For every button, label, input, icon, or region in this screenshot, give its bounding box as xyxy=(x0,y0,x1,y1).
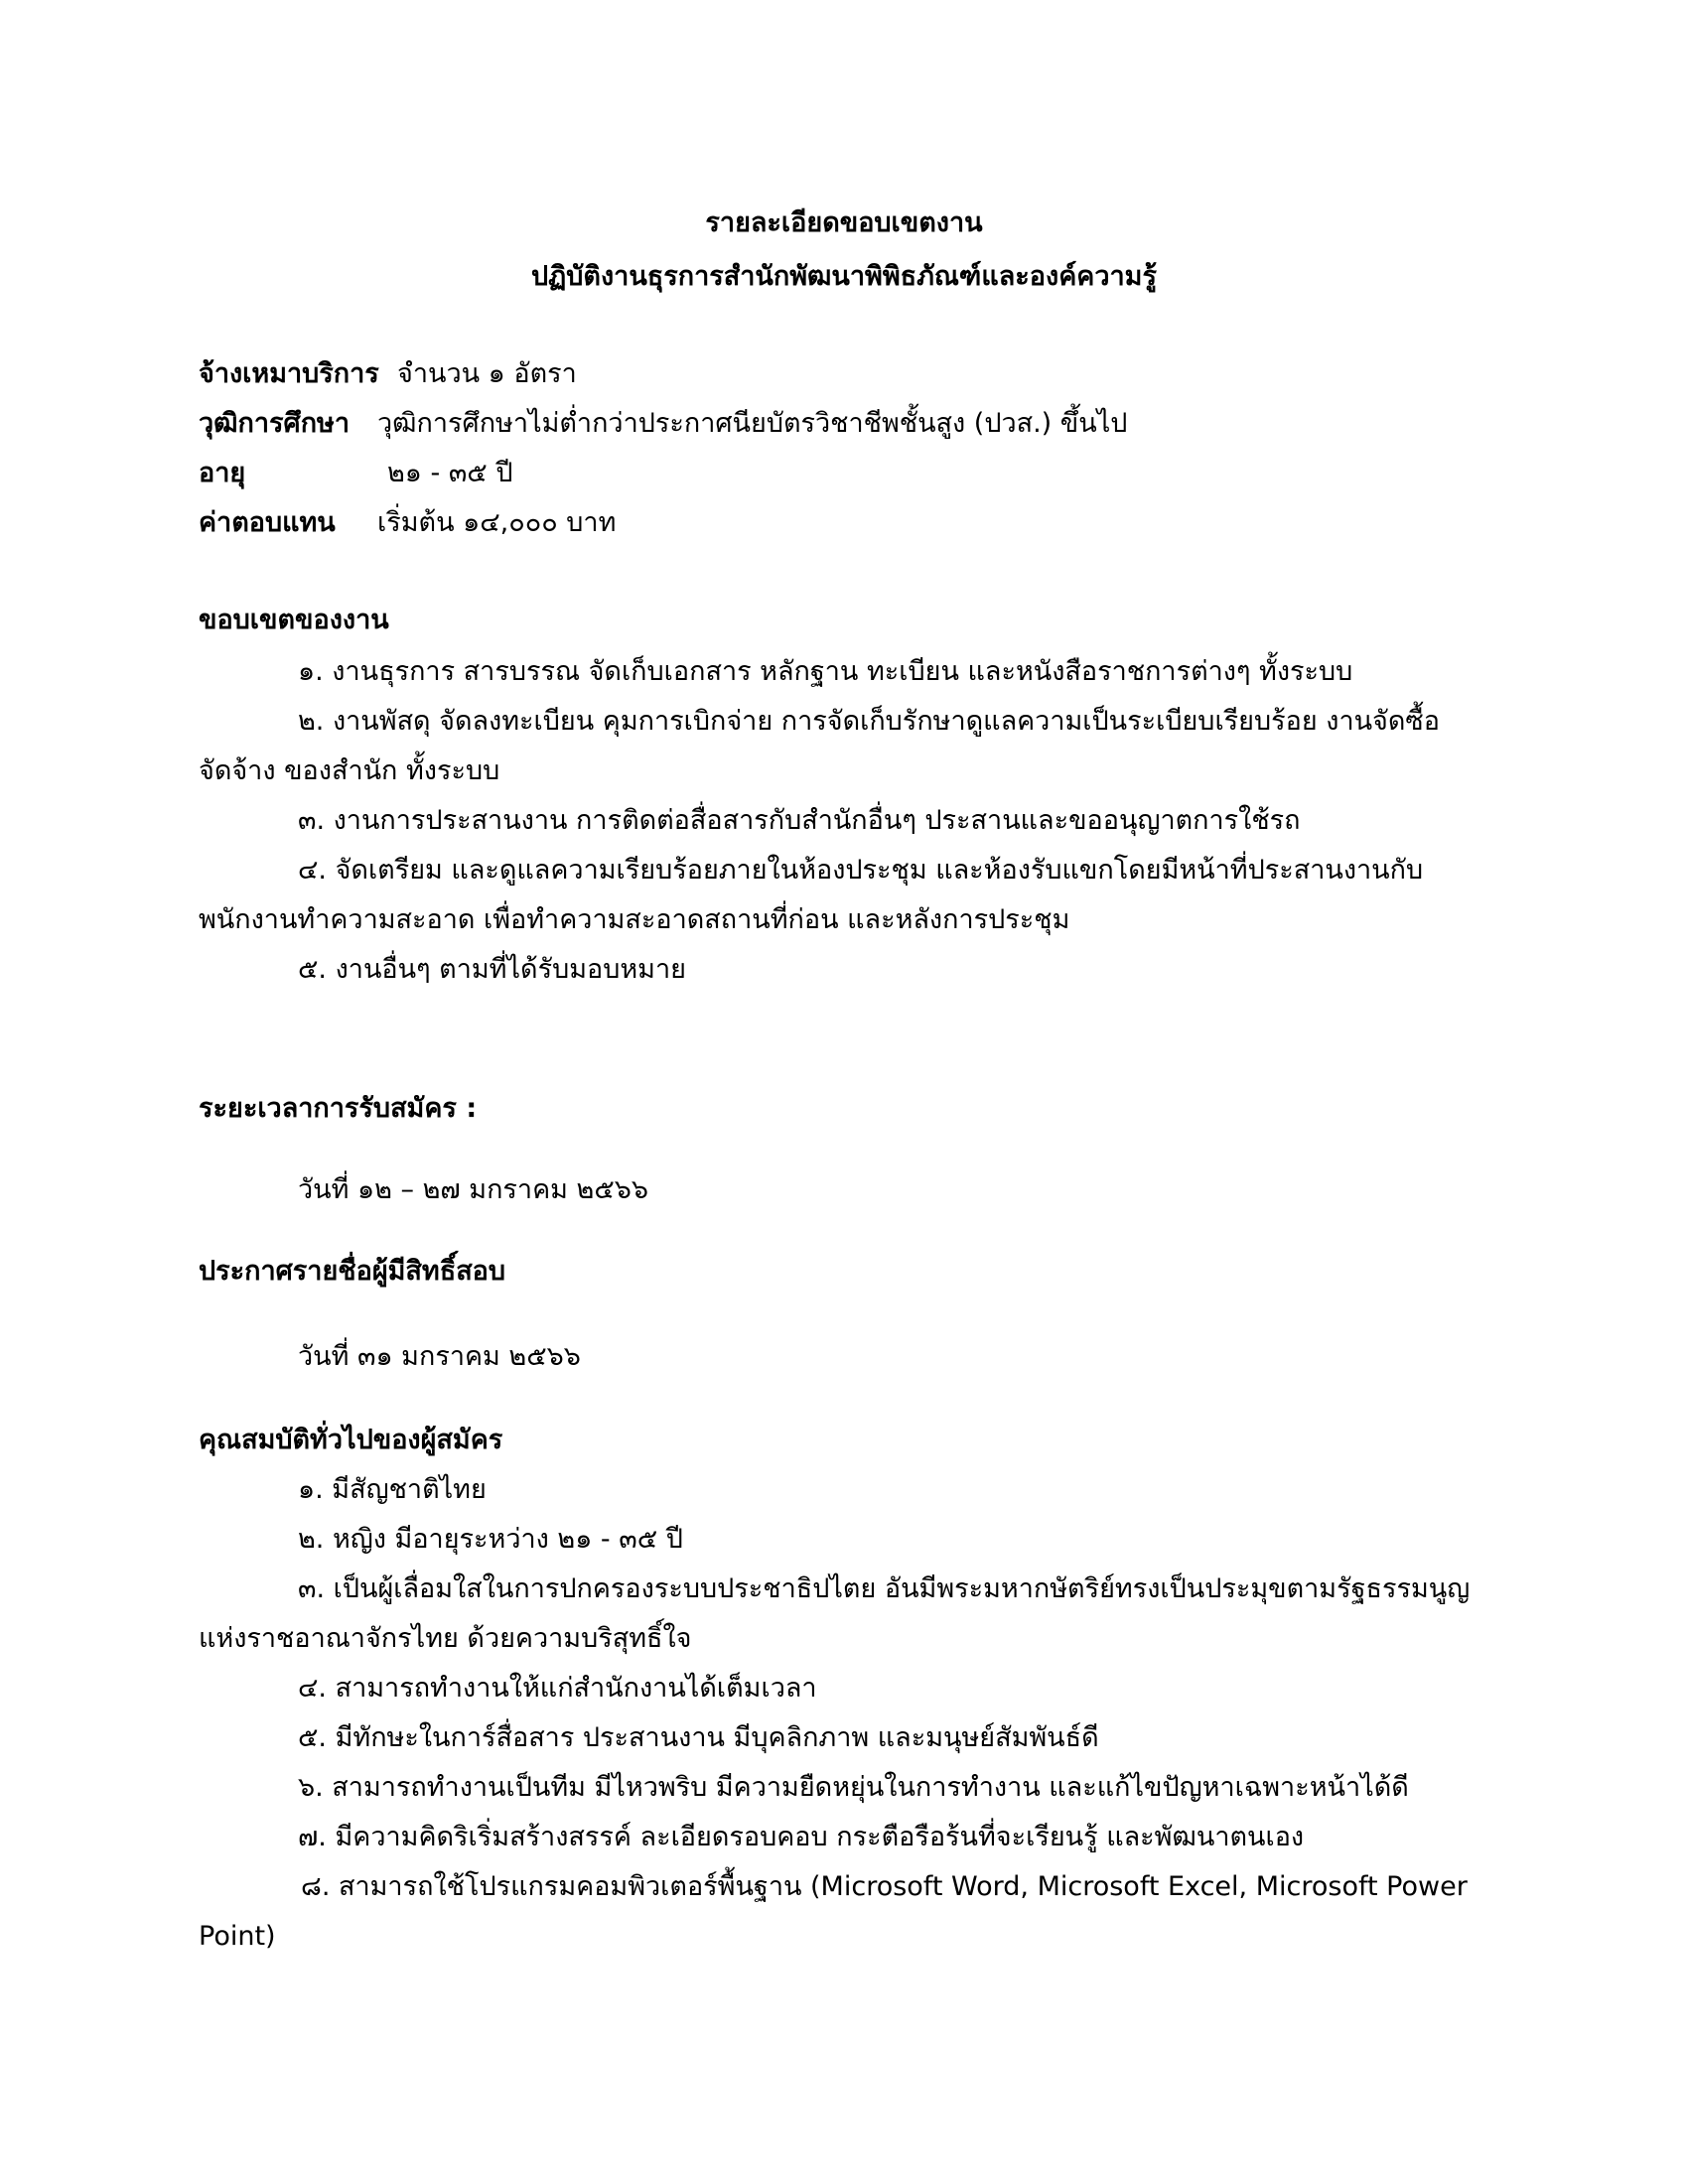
scope-item-2: ๒. งานพัสดุ จัดลงทะเบียน คุมการเบิกจ่าย การจัดเก็บรักษาดูแลความเป็นระเบียบเรียบร้อย งานจัดซื้อ xyxy=(298,706,1440,737)
qualification-item-7: ๗. มีความคิดริเริ่มสร้างสรรค์ ละเอียดรอบคอบ กระตือรือร้นที่จะเรียนรู้ และพัฒนาตนเอง xyxy=(298,1822,1305,1852)
qualification-item-3: ๓. เป็นผู้เลื่อมใสในการปกครองระบบประชาธิปไตย อันมีพระมหากษัตริย์ทรงเป็นประมุขตามรัฐธรรมนูญ xyxy=(298,1573,1471,1604)
age-value: ๒๑ - ๓๕ ปี xyxy=(387,458,513,488)
qualification-item-8-continued: Point) xyxy=(199,1921,276,1952)
qualification-item-5: ๕. มีทักษะในการ์สื่อสาร ประสานงาน มีบุคลิกภาพ และมนุษย์สัมพันธ์ดี xyxy=(298,1722,1099,1753)
announcement-date: วันที่ ๓๑ มกราคม ๒๕๖๖ xyxy=(298,1341,581,1372)
employment-label: จ้างเหมาบริการ xyxy=(199,358,379,389)
qualification-item-4: ๔. สามารถทำงานให้แก่สำนักงานได้เต็มเวลา xyxy=(298,1673,817,1704)
scope-item-5: ๕. งานอื่นๆ ตามที่ได้รับมอบหมาย xyxy=(298,954,686,985)
scope-item-2-continued: จัดจ้าง ของสำนัก ทั้งระบบ xyxy=(199,755,500,786)
employment-row xyxy=(199,357,577,391)
pay-label: ค่าตอบแทน xyxy=(199,507,336,538)
qualification-item-8: ๘. สามารถใช้โปรแกรมคอมพิวเตอร์พื้นฐาน (Microsoft Word, Microsoft Excel, Microsoft Power xyxy=(301,1871,1468,1902)
qualifications-heading: คุณสมบัติทั่วไปของผู้สมัคร xyxy=(199,1425,503,1455)
document-title: รายละเอียดขอบเขตงาน xyxy=(705,207,983,238)
scope-item-4: ๔. จัดเตรียม และดูแลความเรียบร้อยภายในห้องประชุม และห้องรับแขกโดยมีหน้าที่ประสานงานกับ xyxy=(298,855,1424,886)
pay-row xyxy=(199,506,616,540)
scope-item-3: ๓. งานการประสานงาน การติดต่อสื่อสารกับสำนักอื่นๆ ประสานและขออนุญาตการใช้รถ xyxy=(298,805,1301,836)
pay-value: เริ่มต้น ๑๔,๐๐๐ บาท xyxy=(377,507,617,538)
age-label: อายุ xyxy=(199,458,246,488)
qualification-item-1: ๑. มีสัญชาติไทย xyxy=(298,1474,487,1505)
education-label: วุฒิการศึกษา xyxy=(199,408,351,439)
qualification-item-2: ๒. หญิง มีอายุระหว่าง ๒๑ - ๓๕ ปี xyxy=(298,1524,683,1555)
document-subtitle: ปฏิบัติงานธุรการสำนักพัฒนาพิพิธภัณฑ์และองค์ความรู้ xyxy=(531,261,1157,292)
announcement-heading: ประกาศรายชื่อผู้มีสิทธิ์สอบ xyxy=(199,1256,506,1287)
education-row xyxy=(199,407,1127,441)
scope-heading: ขอบเขตของงาน xyxy=(199,605,389,635)
scope-item-1: ๑. งานธุรการ สารบรรณ จัดเก็บเอกสาร หลักฐาน ทะเบียน และหนังสือราชการต่างๆ ทั้งระบบ xyxy=(298,656,1353,687)
application-date: วันที่ ๑๒ – ๒๗ มกราคม ๒๕๖๖ xyxy=(298,1174,649,1205)
qualification-item-3-continued: แห่งราชอาณาจักรไทย ด้วยความบริสุทธิ์ใจ xyxy=(199,1623,692,1654)
application-heading: ระยะเวลาการรับสมัคร : xyxy=(199,1093,478,1124)
employment-value: จำนวน ๑ อัตรา xyxy=(397,358,577,389)
age-row xyxy=(199,457,512,490)
qualification-item-6: ๖. สามารถทำงานเป็นทีม มีไหวพริบ มีความยืดหยุ่นในการทำงาน และแก้ไขปัญหาเฉพาะหน้าได้ดี xyxy=(298,1772,1409,1803)
scope-item-4-continued: พนักงานทำความสะอาด เพื่อทำความสะอาดสถานที่ก่อน และหลังการประชุม xyxy=(199,904,1070,935)
education-value: วุฒิการศึกษาไม่ต่ำกว่าประกาศนียบัตรวิชาชีพชั้นสูง (ปวส.) ขึ้นไป xyxy=(377,408,1128,439)
